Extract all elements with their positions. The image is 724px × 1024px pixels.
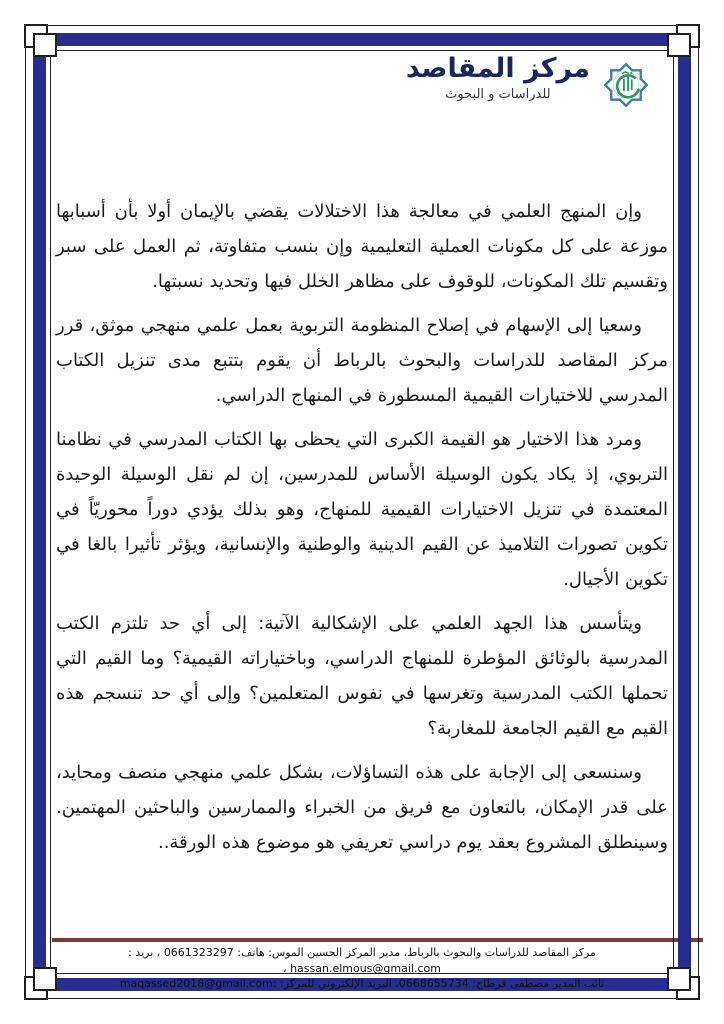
paragraph: ويتأسس هذا الجهد العلمي على الإشكالية الآتية: إلى أي حد تلتزم الكتب المدرسية بالوثائق المؤطرة للمنهاج الدراسي، وباختياراته القيمية؟ وما القيم التي تحملها الكتب المدرسية وتغرسها في نفوس المتعلمين؟ وإلى أي حد تنسجم هذه القيم مع القيم الجامعة للمغاربة؟ [56, 613, 668, 739]
footer-contact-block [60, 945, 664, 992]
frame-corner-ornament [33, 967, 57, 991]
frame-corner-ornament [667, 33, 691, 57]
logo-subtitle: للدراسات و البحوث [445, 87, 551, 102]
footer-contact-line-1: مركز المقاصد للدراسات والبحوث بالرباط، مدير المركز الحسين الموس: هاتف: 0661323297 ، بريد : hassan.elmous@gmail.com ، [128, 946, 596, 975]
logo-title: مركز المقاصد [405, 53, 590, 84]
frame-corner-ornament [33, 33, 57, 57]
paragraph: وسنسعى إلى الإجابة على هذه التساؤلات، بشكل علمي منهجي منصف ومحايد، على قدر الإمكان، بالتعاون مع فريق من الخبراء والممارسين والباحثين المهتمين. وسينطلق المشروع بعقد يوم دراسي تعريفي هو موضوع هذه الورقة.. [56, 762, 668, 853]
footer-divider-rule [52, 938, 703, 942]
paragraph: وإن المنهج العلمي في معالجة هذا الاختلالات يقضي بالإيمان أولا بأن أسبابها موزعة على كل مكونات العملية التعليمية وإن بنسب متفاوتة، ثم العمل على سبر وتقسيم تلك المكونات، للوقوف على مظاهر الخلل فيها وتحديد نسبتها. [56, 201, 668, 292]
body-text [56, 194, 668, 860]
paragraph: وسعيا إلى الإسهام في إصلاح المنظومة التربوية بعمل علمي منهجي موثق، قرر مركز المقاصد للدراسات والبحوث بالرباط أن يقوم بتتبع مدى تنزيل الكتاب المدرسي للاختيارات القيمية المسطورة في المنهاج الدراسي. [56, 315, 668, 406]
maqassed-star-icon [600, 53, 652, 117]
center-logo [406, 54, 590, 102]
footer-contact-line-2: نائب المدير مصطفى قرطاح: 0668655734، البريد الإلكتروني للمركز: :maqassed2018@gmail.com [119, 977, 605, 990]
frame-corner-ornament [667, 967, 691, 991]
paragraph: ومرد هذا الاختيار هو القيمة الكبرى التي يحظى بها الكتاب المدرسي في نظامنا التربوي، إذ يكاد يكون الوسيلة الأساس للمدرسين، إن لم نقل الوسيلة الوحيدة المعتمدة في تنزيل الاختيارات القيمية للمنهاج، وهو بذلك يؤدي دوراً محوريّاً في تكوين تصورات التلاميذ عن القيم الدينية والوطنية والإنسانية، ويؤثر تأثيرا بالغا في تكوين الأجيال. [56, 429, 668, 590]
